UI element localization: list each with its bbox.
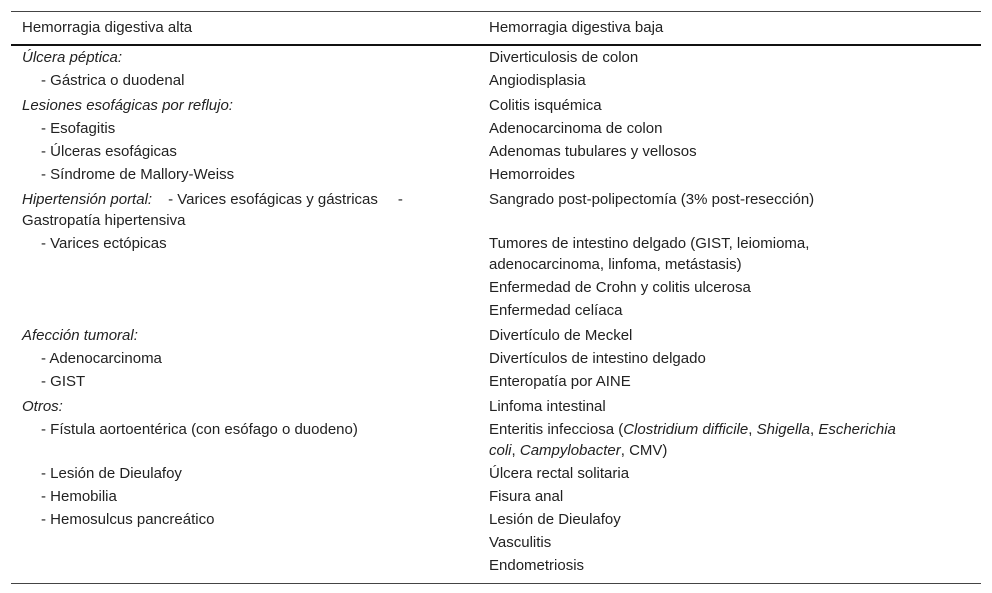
enteritis-line-2 [489, 440, 667, 461]
group-ulcera-title: Úlcera péptica: [22, 49, 123, 66]
enteritis-sep: , [809, 421, 819, 438]
group-otros-title: Otros: [22, 398, 63, 415]
list-item: Sangrado post-polipectomía (3% post-resección) [489, 191, 815, 208]
table-body [11, 46, 981, 584]
list-item: Vasculitis [489, 534, 552, 551]
list-item: Enfermedad celíaca [489, 302, 623, 319]
enteritis-clostridium: Clostridium difficile [623, 421, 749, 438]
list-item: - Esofagitis [41, 120, 116, 137]
list-item: Enfermedad de Crohn y colitis ulcerosa [489, 279, 751, 296]
list-item: Adenomas tubulares y vellosos [489, 143, 697, 160]
group-tumoral-title: Afección tumoral: [22, 327, 138, 344]
list-item: - Varices ectópicas [41, 235, 167, 252]
enteritis-line-1 [489, 419, 896, 440]
header-baja: Hemorragia digestiva baja [489, 19, 664, 36]
enteritis-shigella: Shigella [756, 421, 810, 438]
enteritis-sep: , [748, 421, 757, 438]
list-item: - GIST [41, 373, 86, 390]
enteritis-prefix: Enteritis infecciosa ( [489, 421, 624, 438]
list-item: - Fístula aortoentérica (con esófago o duodeno) [41, 421, 358, 438]
list-item: Hemorroides [489, 166, 575, 183]
enteritis-suffix: , CMV) [620, 442, 668, 459]
list-item: Úlcera rectal solitaria [489, 465, 630, 482]
list-item: Fisura anal [489, 488, 564, 505]
list-item: Enteropatía por AINE [489, 373, 631, 390]
etiology-table [11, 11, 981, 584]
list-item: - Hemobilia [41, 488, 117, 505]
list-item-dash: - [397, 191, 403, 208]
list-item: Colitis isquémica [489, 97, 602, 114]
list-item: Lesión de Dieulafoy [489, 511, 621, 528]
table-header [11, 11, 981, 46]
list-item: - Gástrica o duodenal [41, 72, 185, 89]
list-item: Divertículos de intestino delgado [489, 350, 706, 367]
list-item: - Hemosulcus pancreático [41, 511, 215, 528]
list-item: - Úlceras esofágicas [41, 143, 177, 160]
group-esofagicas-title: Lesiones esofágicas por reflujo: [22, 97, 233, 114]
list-item: Endometriosis [489, 557, 585, 574]
enteritis-coli: coli [489, 442, 512, 459]
list-item: adenocarcinoma, linfoma, metástasis) [489, 256, 742, 273]
list-item: Divertículo de Meckel [489, 327, 633, 344]
list-item: Gastropatía hipertensiva [22, 212, 186, 229]
enteritis-sep: , [511, 442, 520, 459]
list-item: Angiodisplasia [489, 72, 586, 89]
list-item: Diverticulosis de colon [489, 49, 639, 66]
header-alta: Hemorragia digestiva alta [22, 19, 193, 36]
list-item: Linfoma intestinal [489, 398, 606, 415]
group-portal-title: Hipertensión portal: [22, 191, 153, 208]
list-item: Adenocarcinoma de colon [489, 120, 663, 137]
list-item: - Síndrome de Mallory-Weiss [41, 166, 235, 183]
list-item: - Lesión de Dieulafoy [41, 465, 182, 482]
group-portal-line [22, 189, 403, 210]
list-item: - Adenocarcinoma [41, 350, 162, 367]
list-item: - Varices esofágicas y gástricas [168, 191, 378, 208]
list-item: Tumores de intestino delgado (GIST, leiomioma, [489, 235, 810, 252]
enteritis-campylobacter: Campylobacter [519, 442, 621, 459]
enteritis-escherichia: Escherichia [818, 421, 896, 438]
